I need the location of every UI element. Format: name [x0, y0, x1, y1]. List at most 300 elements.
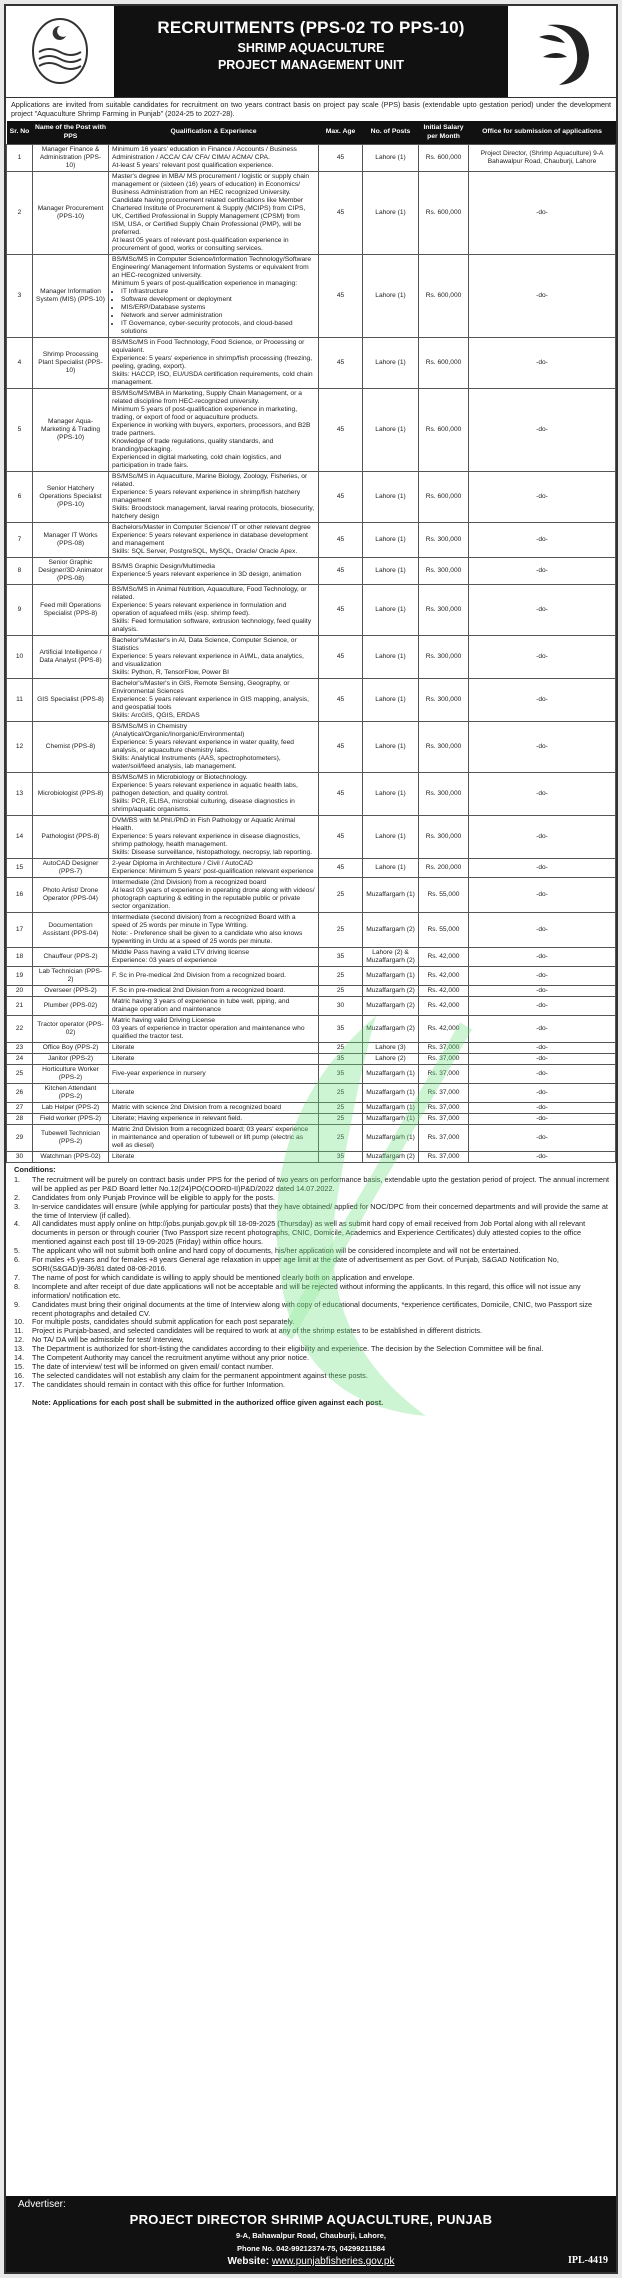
- post-name: AutoCAD Designer (PPS-7): [33, 859, 109, 878]
- qualification-line: Experience: 03 years of experience: [112, 957, 217, 964]
- posts-location: Lahore (1): [363, 585, 419, 636]
- salary: Rs. 600,000: [419, 338, 469, 389]
- posts-location: Muzaffargarh (2): [363, 986, 419, 997]
- posts-location: Lahore (3): [363, 1043, 419, 1054]
- qualification-line: Skills: PCR, ELISA, microbial culturing, disease diagnostics in shrimp/aquatic organisms.: [112, 798, 295, 813]
- submission-office: -do-: [469, 878, 616, 913]
- submission-office: -do-: [469, 913, 616, 948]
- post-name: Senior Graphic Designer/3D Animator (PPS-08): [33, 558, 109, 585]
- max-age: 35: [319, 948, 363, 967]
- submission-office: -do-: [469, 389, 616, 472]
- condition-number: 12.: [14, 1335, 25, 1345]
- post-name: Janitor (PPS-2): [33, 1054, 109, 1065]
- qualification: [109, 389, 319, 472]
- post-name: Lab Helper (PPS-2): [33, 1103, 109, 1114]
- post-name: Plumber (PPS-02): [33, 997, 109, 1016]
- table-body: [7, 145, 616, 1163]
- post-name: Photo Artist/ Drone Operator (PPS-04): [33, 878, 109, 913]
- posts-location: Lahore (1): [363, 338, 419, 389]
- sr-number: 6: [7, 472, 33, 523]
- sr-number: 11: [7, 679, 33, 722]
- qualification-line: BS/MSc/MS in Computer Science/Information Technology/Software Engineering/ Management Information Systems or equivalent from an HEC-recognized university.: [112, 256, 312, 279]
- sr-number: 30: [7, 1152, 33, 1163]
- submission-office: -do-: [469, 967, 616, 986]
- table-row: [7, 1114, 616, 1125]
- condition-text: The Competent Authority may cancel the recruitment anytime without any prior notice.: [32, 1353, 310, 1363]
- salary: Rs. 55,000: [419, 878, 469, 913]
- condition-number: 6.: [14, 1255, 21, 1265]
- submission-office: Project Director, (Shrimp Aquaculture) 9-A Bahawalpur Road, Chauburji, Lahore: [469, 145, 616, 172]
- salary: Rs. 37,000: [419, 1114, 469, 1125]
- condition-number: 9.: [14, 1299, 21, 1309]
- table-row: [7, 986, 616, 997]
- sr-number: 2: [7, 172, 33, 255]
- sr-number: 12: [7, 722, 33, 773]
- condition-number: 15.: [14, 1361, 25, 1371]
- max-age: 25: [319, 967, 363, 986]
- condition-number: 14.: [14, 1353, 25, 1363]
- post-name: Horticulture Worker (PPS-2): [33, 1065, 109, 1084]
- qualification: [109, 1054, 319, 1065]
- column-header: Max. Age: [319, 121, 363, 145]
- max-age: 45: [319, 679, 363, 722]
- condition-item: [14, 1256, 610, 1274]
- salary: Rs. 37,000: [419, 1125, 469, 1152]
- qualification-line: At least 05 years of relevant post-qualification experience in procurement of good, works or consulting services.: [112, 237, 289, 252]
- intro-text: Applications are invited from suitable candidates for recruitment on two years contract basis on project pay scale (PPS) basis (extendable upto gestation period) under the development project "Aquaculture Shrimp Farming in Punjab" (2024-25 to 2027-28).: [11, 100, 611, 118]
- submission-office: -do-: [469, 722, 616, 773]
- department-name: SHRIMP AQUACULTURE: [237, 41, 385, 55]
- qualification-line: Skills: Disease surveillance, histopathology, necropsy, lab reporting.: [112, 849, 313, 856]
- qualification-line: Experienced in digital marketing, cold chain logistics, and participation in trade fairs.: [112, 454, 282, 469]
- table-row: [7, 1084, 616, 1103]
- condition-item: [14, 1220, 610, 1247]
- qualification-line: DVM/BS with M.Phil./PhD in Fish Pathology or Aquatic Animal Health.: [112, 817, 296, 832]
- qualification-line: Skills: ArcGIS, QGIS, ERDAS: [112, 712, 200, 719]
- note-text: Note: Applications for each post shall be submitted in the authorized office given against each post.: [32, 1397, 384, 1407]
- posts-location: Muzaffargarh (1): [363, 1125, 419, 1152]
- table-row: [7, 913, 616, 948]
- sr-number: 16: [7, 878, 33, 913]
- website-link[interactable]: www.punjabfisheries.gov.pk: [271, 2256, 395, 2267]
- posts-location: Lahore (1): [363, 255, 419, 338]
- table-row: [7, 1152, 616, 1163]
- table-row: [7, 948, 616, 967]
- submission-office: -do-: [469, 1043, 616, 1054]
- max-age: 45: [319, 859, 363, 878]
- submission-office: -do-: [469, 558, 616, 585]
- submission-office: -do-: [469, 1125, 616, 1152]
- qualification-line: Experience: 5 years relevant experience in database development and management: [112, 532, 308, 547]
- table-row: [7, 878, 616, 913]
- submission-office: -do-: [469, 636, 616, 679]
- condition-number: 1.: [14, 1174, 21, 1184]
- condition-number: 8.: [14, 1281, 21, 1291]
- table-row: [7, 722, 616, 773]
- salary: Rs. 600,000: [419, 172, 469, 255]
- salary: Rs. 300,000: [419, 722, 469, 773]
- qualification-line: F. Sc in Pre-medical 2nd Division from a recognized board.: [112, 972, 286, 979]
- qualification-line: BS/MSc/MS in Microbiology or Biotechnology.: [112, 774, 248, 781]
- table-row: [7, 145, 616, 172]
- qualification-line: Experience: 5 years relevant experience in AI/ML, data analytics, and visualization: [112, 653, 304, 668]
- bullet-item: • Software development or deployment: [121, 296, 315, 304]
- qualification-line: Experience: 5 years relevant experience in disease diagnostics, shrimp pathology, health management.: [112, 833, 301, 848]
- submission-office: -do-: [469, 773, 616, 816]
- sr-number: 21: [7, 997, 33, 1016]
- table-row: [7, 1054, 616, 1065]
- qualification-line: Intermediate (second division) from a recognized Board with a speed of 25 words per minute in Type Writing.: [112, 914, 296, 929]
- condition-number: 11.: [14, 1326, 24, 1336]
- bullet-item: • MIS/ERP/Database systems: [121, 304, 315, 312]
- sr-number: 13: [7, 773, 33, 816]
- condition-number: 2.: [14, 1192, 21, 1202]
- salary: Rs. 600,000: [419, 255, 469, 338]
- conditions-heading: Conditions:: [14, 1165, 56, 1174]
- posts-location: Lahore (1): [363, 636, 419, 679]
- condition-text: Project is Punjab-based, and selected candidates will be required to work at any of the shrimp estates to be established in different districts.: [32, 1326, 483, 1336]
- table-row: [7, 773, 616, 816]
- qualification-line: Skills: Broodstock management, larval rearing protocols, biosecurity, hatchery design: [112, 505, 315, 520]
- sr-number: 22: [7, 1016, 33, 1043]
- post-name: Manager Aqua-Marketing & Trading (PPS-10): [33, 389, 109, 472]
- table-row: [7, 255, 616, 338]
- condition-text: The name of post for which candidate is willing to apply should be mentioned clearly both on application and envelope.: [32, 1272, 415, 1282]
- qualification-line: 2-year Diploma in Architecture / Civil / AutoCAD: [112, 860, 253, 867]
- posts-location: Lahore (1): [363, 523, 419, 558]
- post-name: Tractor operator (PPS-02): [33, 1016, 109, 1043]
- qualification-line: BS/MSc/MS in Food Technology, Food Science, or Processing or equivalent.: [112, 339, 305, 354]
- advertiser-label: Advertiser:: [18, 2199, 66, 2210]
- qualification-line: Skills: Feed formulation software, extrusion technology, feed quality analysis.: [112, 618, 312, 633]
- salary: Rs. 200,000: [419, 859, 469, 878]
- qualification: [109, 338, 319, 389]
- salary: Rs. 37,000: [419, 1054, 469, 1065]
- qualification-line: Middle Pass having a valid LTV driving license: [112, 949, 250, 956]
- qualification: [109, 913, 319, 948]
- qualification: [109, 816, 319, 859]
- max-age: 25: [319, 1114, 363, 1125]
- condition-text: For multiple posts, candidates should submit application for each post separately.: [32, 1317, 295, 1327]
- salary: Rs. 300,000: [419, 558, 469, 585]
- post-name: Chauffeur (PPS-2): [33, 948, 109, 967]
- salary: Rs. 37,000: [419, 1084, 469, 1103]
- condition-item: [14, 1176, 610, 1194]
- submission-office: -do-: [469, 585, 616, 636]
- submission-office: -do-: [469, 986, 616, 997]
- max-age: 45: [319, 636, 363, 679]
- bullet-item: • IT Governance, cyber-security protocols, and cloud-based solutions: [121, 320, 315, 336]
- qualification-line: Matric having valid Driving License: [112, 1017, 215, 1024]
- qualification: [109, 255, 319, 338]
- submission-office: -do-: [469, 1054, 616, 1065]
- qualification-line: Skills: SQL Server, PostgreSQL, MySQL, Oracle/ Oracle Apex.: [112, 548, 298, 555]
- salary: Rs. 300,000: [419, 773, 469, 816]
- sr-number: 10: [7, 636, 33, 679]
- posts-location: Muzaffargarh (2): [363, 913, 419, 948]
- submission-office: -do-: [469, 172, 616, 255]
- table-row: [7, 1103, 616, 1114]
- column-header: Qualification & Experience: [109, 121, 319, 145]
- salary: Rs. 300,000: [419, 679, 469, 722]
- posts-location: Muzaffargarh (2): [363, 1016, 419, 1043]
- qualification-line: Intermediate (2nd Division) from a recognized board: [112, 879, 267, 886]
- post-name: Tubewell Technician (PPS-2): [33, 1125, 109, 1152]
- condition-number: 5.: [14, 1246, 21, 1256]
- post-name: Pathologist (PPS-8): [33, 816, 109, 859]
- qualification-line: Skills: Analytical Instruments (AAS, spectrophotometers), water/soil/feed analysis, lab management.: [112, 755, 281, 770]
- max-age: 25: [319, 1043, 363, 1054]
- max-age: 35: [319, 1152, 363, 1163]
- salary: Rs. 42,000: [419, 997, 469, 1016]
- qualification: [109, 172, 319, 255]
- post-name: Shrimp Processing Plant Specialist (PPS-10): [33, 338, 109, 389]
- posts-location: Lahore (1): [363, 472, 419, 523]
- max-age: 25: [319, 1125, 363, 1152]
- sr-number: 20: [7, 986, 33, 997]
- salary: Rs. 300,000: [419, 636, 469, 679]
- posts-location: Lahore (1): [363, 389, 419, 472]
- qualification: [109, 679, 319, 722]
- max-age: 35: [319, 1016, 363, 1043]
- condition-text: Candidates must bring their original documents at the time of Interview along with copy of educational documents, *experience certificates, Domicile, CNIC, two Passport size recent photographs and detailed CV.: [32, 1299, 593, 1318]
- post-name: Chemist (PPS-8): [33, 722, 109, 773]
- sr-number: 19: [7, 967, 33, 986]
- column-header: Name of the Post with PPS: [33, 121, 109, 145]
- max-age: 45: [319, 145, 363, 172]
- condition-number: 13.: [14, 1344, 25, 1354]
- table-row: [7, 997, 616, 1016]
- posts-location: Lahore (1): [363, 558, 419, 585]
- condition-text: The candidates should remain in contact with this office for further Information.: [32, 1379, 285, 1389]
- condition-number: 4.: [14, 1219, 21, 1229]
- max-age: 45: [319, 172, 363, 255]
- post-name: Documentation Assistant (PPS-04): [33, 913, 109, 948]
- punjab-government-logo-icon: [6, 6, 114, 97]
- submission-office: -do-: [469, 997, 616, 1016]
- salary: Rs. 300,000: [419, 585, 469, 636]
- qualification: [109, 1114, 319, 1125]
- qualification: [109, 145, 319, 172]
- column-header: Sr. No: [7, 121, 33, 145]
- max-age: 35: [319, 1065, 363, 1084]
- qualification-line: BS/MSc/MS in Aquaculture, Marine Biology, Zoology, Fisheries, or related.: [112, 473, 308, 488]
- max-age: 25: [319, 913, 363, 948]
- qualification-line: Experience: 5 years relevant experience in water quality, feed analysis, or aquaculture chemistry labs.: [112, 739, 295, 754]
- condition-text: All candidates must apply online on http://jobs.punjab.gov.pk till 18-09-2025 (Thursday) as well as submit hard copy of email received from Job Portal along with all relevant documents in person or through courier (Two Passport size recent photographs, CNIC, Domicile, Academics and Experience Certificates) duly attested copies to the office mentioned against each post till 19-09-2025 (Friday) within office hours.: [32, 1219, 586, 1247]
- posts-location: Muzaffargarh (2): [363, 1152, 419, 1163]
- qualification: [109, 1043, 319, 1054]
- table-row: [7, 472, 616, 523]
- condition-text: The applicant who will not submit both online and hard copy of documents, his/her application will be considered incomplete and will not be entertained.: [32, 1246, 521, 1256]
- website-label: Website:: [227, 2256, 270, 2267]
- qualification-line: Five-year experience in nursery: [112, 1070, 206, 1077]
- submission-office: -do-: [469, 1103, 616, 1114]
- posts-location: Lahore (1): [363, 816, 419, 859]
- max-age: 25: [319, 878, 363, 913]
- post-name: Lab Technician (PPS-2): [33, 967, 109, 986]
- submission-office: -do-: [469, 1152, 616, 1163]
- advertiser-address: 9-A, Bahawalpur Road, Chauburji, Lahore,: [235, 2231, 387, 2240]
- condition-number: 3.: [14, 1201, 21, 1211]
- qualification-line: Skills: Python, R, TensorFlow, Power BI: [112, 669, 229, 676]
- qualification: [109, 558, 319, 585]
- qualification-line: Experience: 5 years relevant experience in aquatic health labs, pathogen detection, and quality control.: [112, 782, 298, 797]
- qualification: [109, 859, 319, 878]
- salary: Rs. 300,000: [419, 816, 469, 859]
- post-name: Overseer (PPS-2): [33, 986, 109, 997]
- qualification-line: Experience:5 years relevant experience in 3D design, animation: [112, 571, 302, 578]
- sr-number: 7: [7, 523, 33, 558]
- table-row: [7, 338, 616, 389]
- table-row: [7, 585, 616, 636]
- max-age: 45: [319, 773, 363, 816]
- advertisement: [4, 4, 618, 2274]
- table-row: [7, 558, 616, 585]
- posts-location: Muzaffargarh (1): [363, 878, 419, 913]
- table-row: [7, 859, 616, 878]
- post-name: Watchman (PPS-02): [33, 1152, 109, 1163]
- sr-number: 15: [7, 859, 33, 878]
- qualification-bullets: [121, 288, 315, 336]
- advertiser-phone: Phone No. 042-99212374-75, 04299211584: [236, 2244, 386, 2253]
- advertiser-website: [6, 2256, 616, 2267]
- qualification-line: Matric having 3 years of experience in tube well, piping, and drainage operation and maintenance: [112, 998, 290, 1013]
- qualification-line: Minimum 5 years of post-qualification experience in managing:: [112, 280, 298, 287]
- sr-number: 3: [7, 255, 33, 338]
- column-header: Initial Salary per Month: [419, 121, 469, 145]
- post-name: GIS Specialist (PPS-8): [33, 679, 109, 722]
- title-banner: [114, 6, 508, 97]
- condition-number: 17.: [14, 1379, 25, 1389]
- table-row: [7, 1065, 616, 1084]
- posts-location: Lahore (1): [363, 773, 419, 816]
- sr-number: 26: [7, 1084, 33, 1103]
- submission-office: -do-: [469, 255, 616, 338]
- qualification: [109, 722, 319, 773]
- salary: Rs. 37,000: [419, 1103, 469, 1114]
- column-header: No. of Posts: [363, 121, 419, 145]
- salary: Rs. 55,000: [419, 913, 469, 948]
- page-title: RECRUITMENTS (PPS-02 TO PPS-10): [157, 18, 465, 37]
- table-row: [7, 816, 616, 859]
- post-name: Manager Finance & Administration (PPS-10): [33, 145, 109, 172]
- salary: Rs. 300,000: [419, 523, 469, 558]
- qualification: [109, 1065, 319, 1084]
- max-age: 45: [319, 558, 363, 585]
- sr-number: 5: [7, 389, 33, 472]
- table-header-row: [7, 121, 616, 145]
- salary: Rs. 37,000: [419, 1152, 469, 1163]
- submission-office: -do-: [469, 1016, 616, 1043]
- condition-number: 7.: [14, 1272, 21, 1282]
- table-row: [7, 172, 616, 255]
- bullet-item: • IT Infrastructure: [121, 288, 315, 296]
- posts-location: Muzaffargarh (1): [363, 1114, 419, 1125]
- posts-location: Lahore (1): [363, 172, 419, 255]
- sr-number: 27: [7, 1103, 33, 1114]
- conditions-section: [6, 1163, 616, 1407]
- table-row: [7, 679, 616, 722]
- table-row: [7, 1016, 616, 1043]
- qualification-line: Literate: [112, 1055, 135, 1062]
- qualification-line: Experience: 5 years' experience in shrimp/fish processing (freezing, peeling, grading, export).: [112, 355, 313, 370]
- post-name: Artificial Intelligence / Data Analyst (PPS-8): [33, 636, 109, 679]
- max-age: 45: [319, 523, 363, 558]
- qualification-line: Bachelors/Master in Computer Science/ IT or other relevant degree: [112, 524, 311, 531]
- qualification-line: Experience: 5 years relevant experience in formulation and operation of aquafeed mills (esp. shrimp feed).: [112, 602, 287, 617]
- salary: Rs. 42,000: [419, 986, 469, 997]
- condition-text: The date of interview/ test will be informed on given email/ contact number.: [32, 1361, 274, 1371]
- table-row: [7, 1043, 616, 1054]
- sr-number: 29: [7, 1125, 33, 1152]
- condition-item: [14, 1203, 610, 1221]
- qualification-line: Candidate having procurement related certifications like Member Chartered Institute of Procurement & Supply (MCIPS) from CIPS, UK, Certified Professional in Supply Management (CPSM) from ISM, USA, or Certified Supply Chain Professional (PMP), will be preferred.: [112, 197, 306, 236]
- posts-location: Lahore (1): [363, 679, 419, 722]
- max-age: 45: [319, 255, 363, 338]
- salary: Rs. 42,000: [419, 948, 469, 967]
- salary: Rs. 37,000: [419, 1065, 469, 1084]
- max-age: 45: [319, 472, 363, 523]
- qualification: [109, 986, 319, 997]
- table-row: [7, 967, 616, 986]
- max-age: 25: [319, 986, 363, 997]
- condition-text: No TA/ DA will be admissible for test/ Interview,: [32, 1335, 184, 1345]
- qualification-line: Minimum 16 years' education in Finance / Accounts / Business Administration / ACCA/ CA/ CFA/ CIMA/ ACMA/ CPA.: [112, 146, 297, 161]
- salary: Rs. 42,000: [419, 967, 469, 986]
- condition-item: [14, 1301, 610, 1319]
- submission-office: -do-: [469, 816, 616, 859]
- sr-number: 24: [7, 1054, 33, 1065]
- qualification-line: Minimum 5 years of post-qualification experience in marketing, trading, or export of food or aquaculture products.: [112, 406, 298, 421]
- post-name: Microbiologist (PPS-8): [33, 773, 109, 816]
- qualification-line: At-least 5 years' relevant post qualification experience.: [112, 162, 274, 169]
- qualification-line: BS/MSc/MS in Chemistry (Analytical/Organic/Inorganic/Environmental): [112, 723, 245, 738]
- posts-location: Muzaffargarh (1): [363, 1084, 419, 1103]
- qualification: [109, 997, 319, 1016]
- qualification-line: Experience: 5 years relevant experience in GIS mapping, analysis, and geospatial tools: [112, 696, 310, 711]
- sr-number: 25: [7, 1065, 33, 1084]
- condition-item: [14, 1381, 610, 1390]
- posts-location: Lahore (1): [363, 722, 419, 773]
- qualification: [109, 773, 319, 816]
- bullet-item: • Network and server administration: [121, 312, 315, 320]
- posts-location: Lahore (2): [363, 1054, 419, 1065]
- qualification: [109, 1125, 319, 1152]
- table-row: [7, 1125, 616, 1152]
- post-name: Manager IT Works (PPS-08): [33, 523, 109, 558]
- qualification-line: Experience: 5 years relevant experience in shrimp/fish hatchery management: [112, 489, 301, 504]
- qualification-line: Experience: Minimum 5 years' post-qualification relevant experience: [112, 868, 314, 875]
- submission-office: -do-: [469, 523, 616, 558]
- table-row: [7, 636, 616, 679]
- qualification-line: Literate; Having experience in relevant field.: [112, 1115, 243, 1122]
- submission-office: -do-: [469, 1114, 616, 1125]
- posts-location: Lahore (2) & Muzaffargarh (2): [363, 948, 419, 967]
- ad-header: [6, 6, 616, 98]
- advertiser-box: [6, 2196, 616, 2272]
- sr-number: 18: [7, 948, 33, 967]
- post-name: Office Boy (PPS-2): [33, 1043, 109, 1054]
- post-name: Kitchen Attendant (PPS-2): [33, 1084, 109, 1103]
- condition-text: For males +5 years and for females +8 years General age relaxation in upper age limit at the date of advertisement as per Govt. of Punjab, S&GAD Notification No, SORI(S&GAD)9-36/81 dated 08-08-2016.: [32, 1255, 559, 1273]
- max-age: 45: [319, 722, 363, 773]
- submission-office: -do-: [469, 859, 616, 878]
- submission-office: -do-: [469, 1084, 616, 1103]
- posts-location: Muzaffargarh (1): [363, 1103, 419, 1114]
- advertiser-org: PROJECT DIRECTOR SHRIMP AQUACULTURE, PUNJAB: [129, 2212, 493, 2227]
- qualification-line: At least 03 years of experience in operating drone along with videos/ photograph capturing & editing in the reputable public or private sector organization.: [112, 887, 315, 910]
